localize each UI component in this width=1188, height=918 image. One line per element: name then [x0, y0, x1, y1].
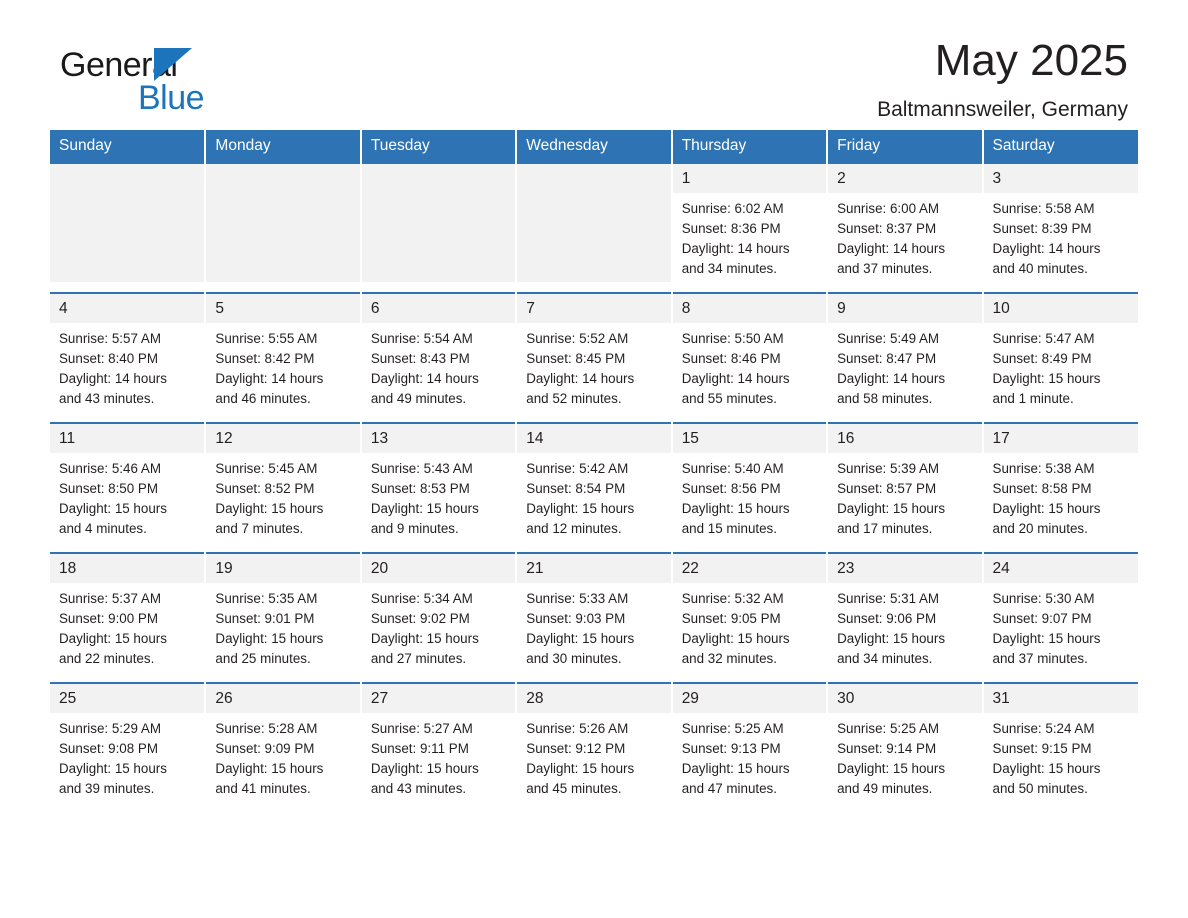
day-details — [984, 453, 1138, 539]
day-number: 26 — [206, 684, 359, 713]
calendar-week-row — [50, 423, 1138, 542]
day-details — [50, 323, 204, 409]
sunrise-text: Sunrise: 5:54 AM — [370, 331, 473, 346]
sunrise-text: Sunrise: 5:28 AM — [215, 721, 318, 736]
calendar-empty-cell — [50, 163, 205, 282]
sunset-text: Sunset: 8:42 PM — [215, 351, 315, 366]
sunset-text: Sunset: 9:13 PM — [681, 741, 781, 756]
sunset-text: Sunset: 9:14 PM — [837, 741, 937, 756]
calendar-day-cell[interactable] — [827, 553, 982, 672]
daylight-text-line2: and 43 minutes. — [59, 391, 155, 406]
daylight-text-line2: and 32 minutes. — [681, 651, 777, 666]
sunset-text: Sunset: 8:58 PM — [992, 481, 1092, 496]
day-number: 29 — [673, 684, 826, 713]
week-spacer-cell — [50, 672, 1138, 683]
calendar-week-row — [50, 293, 1138, 412]
day-number: 5 — [206, 294, 359, 323]
sunrise-text: Sunrise: 5:25 AM — [681, 721, 784, 736]
daylight-text-line2: and 50 minutes. — [992, 781, 1088, 796]
day-number: 30 — [828, 684, 981, 713]
day-number: 28 — [517, 684, 670, 713]
daylight-text-line2: and 52 minutes. — [526, 391, 622, 406]
calendar-day-cell[interactable] — [205, 293, 360, 412]
day-number: 2 — [828, 164, 981, 193]
day-details — [828, 193, 981, 279]
calendar-day-cell[interactable] — [516, 423, 671, 542]
daylight-text-line1: Daylight: 15 hours — [681, 761, 790, 776]
calendar-week-row — [50, 683, 1138, 802]
location-subtitle: Baltmannsweiler, Germany — [877, 98, 1128, 122]
daylight-text-line2: and 17 minutes. — [837, 521, 933, 536]
daylight-text-line1: Daylight: 15 hours — [215, 761, 324, 776]
sunset-text: Sunset: 8:39 PM — [992, 221, 1092, 236]
sunrise-text: Sunrise: 5:42 AM — [526, 461, 629, 476]
sunset-text: Sunset: 9:01 PM — [215, 611, 315, 626]
week-spacer — [50, 542, 1138, 553]
daylight-text-line1: Daylight: 15 hours — [370, 501, 479, 516]
day-number: 6 — [362, 294, 515, 323]
calendar-day-cell[interactable] — [827, 683, 982, 802]
weekday-header-wednesday: Wednesday — [516, 130, 671, 163]
daylight-text-line2: and 7 minutes. — [215, 521, 304, 536]
daylight-text-line1: Daylight: 15 hours — [992, 761, 1101, 776]
day-details — [517, 323, 670, 409]
day-details — [362, 323, 515, 409]
day-details — [673, 713, 826, 799]
day-number: 10 — [984, 294, 1138, 323]
sunset-text: Sunset: 9:08 PM — [59, 741, 158, 756]
calendar-day-cell[interactable] — [672, 683, 827, 802]
sunset-text: Sunset: 8:57 PM — [837, 481, 937, 496]
sunrise-text: Sunrise: 5:52 AM — [526, 331, 629, 346]
title-block — [877, 38, 1128, 122]
calendar-day-cell[interactable] — [672, 553, 827, 672]
daylight-text-line2: and 46 minutes. — [215, 391, 311, 406]
day-details — [206, 713, 359, 799]
day-details — [673, 193, 826, 279]
daylight-text-line1: Daylight: 14 hours — [370, 371, 479, 386]
day-number: 19 — [206, 554, 359, 583]
day-details — [50, 583, 204, 669]
week-spacer — [50, 672, 1138, 683]
day-details — [828, 583, 981, 669]
weekday-header-saturday: Saturday — [983, 130, 1138, 163]
calendar-day-cell[interactable] — [983, 683, 1138, 802]
daylight-text-line1: Daylight: 15 hours — [526, 631, 635, 646]
sunrise-text: Sunrise: 5:49 AM — [837, 331, 940, 346]
sunrise-text: Sunrise: 5:45 AM — [215, 461, 318, 476]
day-details — [362, 453, 515, 539]
day-details — [673, 323, 826, 409]
calendar-day-cell[interactable] — [827, 163, 982, 282]
sunset-text: Sunset: 9:15 PM — [992, 741, 1092, 756]
page-header — [50, 0, 1138, 122]
day-details — [673, 583, 826, 669]
daylight-text-line2: and 4 minutes. — [59, 521, 147, 536]
calendar-day-cell[interactable] — [205, 553, 360, 672]
sunset-text: Sunset: 9:11 PM — [370, 741, 469, 756]
daylight-text-line1: Daylight: 15 hours — [370, 631, 479, 646]
day-number: 15 — [673, 424, 826, 453]
day-number: 20 — [362, 554, 515, 583]
sunset-text: Sunset: 8:45 PM — [526, 351, 626, 366]
sunrise-text: Sunrise: 5:24 AM — [992, 721, 1095, 736]
day-number: 25 — [50, 684, 204, 713]
daylight-text-line2: and 39 minutes. — [59, 781, 155, 796]
daylight-text-line2: and 12 minutes. — [526, 521, 622, 536]
daylight-text-line1: Daylight: 15 hours — [837, 631, 946, 646]
daylight-text-line2: and 30 minutes. — [526, 651, 622, 666]
week-spacer — [50, 412, 1138, 423]
day-number: 22 — [673, 554, 826, 583]
calendar-day-cell[interactable] — [50, 553, 205, 672]
sunrise-text: Sunrise: 5:58 AM — [992, 201, 1095, 216]
calendar-empty-cell — [361, 163, 516, 282]
daylight-text-line1: Daylight: 14 hours — [681, 241, 790, 256]
day-details — [50, 453, 204, 539]
sunrise-text: Sunrise: 5:32 AM — [681, 591, 784, 606]
daylight-text-line2: and 22 minutes. — [59, 651, 155, 666]
sunset-text: Sunset: 9:12 PM — [526, 741, 626, 756]
day-details — [517, 713, 670, 799]
day-number: 8 — [673, 294, 826, 323]
calendar-day-cell[interactable] — [983, 423, 1138, 542]
daylight-text-line2: and 9 minutes. — [370, 521, 459, 536]
weekday-header-monday: Monday — [205, 130, 360, 163]
calendar-day-cell[interactable] — [205, 423, 360, 542]
sunset-text: Sunset: 8:54 PM — [526, 481, 626, 496]
day-details — [206, 583, 359, 669]
sunset-text: Sunset: 8:37 PM — [837, 221, 937, 236]
day-number: 7 — [517, 294, 670, 323]
sunset-text: Sunset: 9:09 PM — [215, 741, 315, 756]
calendar-day-cell[interactable] — [983, 163, 1138, 282]
day-details — [50, 713, 204, 799]
calendar-day-cell[interactable] — [983, 553, 1138, 672]
week-spacer-cell — [50, 282, 1138, 293]
calendar-week-row — [50, 553, 1138, 672]
calendar-day-cell[interactable] — [672, 293, 827, 412]
sunrise-text: Sunrise: 5:26 AM — [526, 721, 629, 736]
day-number: 13 — [362, 424, 515, 453]
calendar-day-cell[interactable] — [50, 293, 205, 412]
calendar-day-cell[interactable] — [516, 683, 671, 802]
daylight-text-line2: and 43 minutes. — [370, 781, 467, 796]
calendar-day-cell[interactable] — [361, 683, 516, 802]
daylight-text-line1: Daylight: 14 hours — [681, 371, 790, 386]
sunrise-text: Sunrise: 5:34 AM — [370, 591, 473, 606]
sunset-text: Sunset: 8:52 PM — [215, 481, 315, 496]
sunset-text: Sunset: 8:47 PM — [837, 351, 937, 366]
sunrise-text: Sunrise: 5:39 AM — [837, 461, 940, 476]
day-details — [828, 713, 981, 799]
calendar-day-cell[interactable] — [205, 683, 360, 802]
calendar-day-cell[interactable] — [50, 423, 205, 542]
daylight-text-line1: Daylight: 14 hours — [992, 241, 1101, 256]
page-title: May 2025 — [934, 36, 1128, 85]
day-number: 16 — [828, 424, 981, 453]
sunrise-text: Sunrise: 5:30 AM — [992, 591, 1095, 606]
daylight-text-line2: and 49 minutes. — [370, 391, 467, 406]
day-details — [984, 193, 1138, 279]
calendar-week-row — [50, 163, 1138, 282]
daylight-text-line2: and 20 minutes. — [992, 521, 1088, 536]
daylight-text-line1: Daylight: 15 hours — [215, 501, 324, 516]
sunrise-text: Sunrise: 5:57 AM — [59, 331, 161, 346]
daylight-text-line1: Daylight: 15 hours — [526, 501, 635, 516]
day-details — [984, 713, 1138, 799]
day-number: 4 — [50, 294, 204, 323]
daylight-text-line1: Daylight: 15 hours — [992, 631, 1101, 646]
day-number: 12 — [206, 424, 359, 453]
calendar-day-cell[interactable] — [361, 293, 516, 412]
sunset-text: Sunset: 8:43 PM — [370, 351, 470, 366]
daylight-text-line2: and 37 minutes. — [992, 651, 1088, 666]
daylight-text-line1: Daylight: 15 hours — [59, 631, 167, 646]
day-number: 14 — [517, 424, 670, 453]
daylight-text-line2: and 58 minutes. — [837, 391, 933, 406]
daylight-text-line1: Daylight: 14 hours — [837, 241, 946, 256]
sunrise-text: Sunrise: 6:00 AM — [837, 201, 940, 216]
daylight-text-line1: Daylight: 14 hours — [215, 371, 324, 386]
day-details — [206, 453, 359, 539]
daylight-text-line2: and 55 minutes. — [681, 391, 777, 406]
weekday-header-tuesday: Tuesday — [361, 130, 516, 163]
daylight-text-line2: and 49 minutes. — [837, 781, 933, 796]
day-details — [362, 583, 515, 669]
sunset-text: Sunset: 8:36 PM — [681, 221, 781, 236]
day-number: 18 — [50, 554, 204, 583]
sunset-text: Sunset: 9:06 PM — [837, 611, 937, 626]
sunrise-text: Sunrise: 5:31 AM — [837, 591, 940, 606]
calendar-day-cell[interactable] — [827, 423, 982, 542]
day-details — [517, 583, 670, 669]
daylight-text-line2: and 27 minutes. — [370, 651, 467, 666]
sunrise-text: Sunrise: 5:47 AM — [992, 331, 1095, 346]
sunrise-text: Sunrise: 5:35 AM — [215, 591, 318, 606]
general-blue-logo — [60, 46, 260, 117]
day-number: 17 — [984, 424, 1138, 453]
daylight-text-line1: Daylight: 15 hours — [837, 501, 946, 516]
blue-triangle-icon — [154, 48, 192, 81]
day-number: 3 — [984, 164, 1138, 193]
day-details — [517, 453, 670, 539]
day-number: 9 — [828, 294, 981, 323]
daylight-text-line1: Daylight: 15 hours — [215, 631, 324, 646]
calendar-day-cell[interactable] — [516, 293, 671, 412]
calendar-empty-cell — [205, 163, 360, 282]
sunset-text: Sunset: 9:03 PM — [526, 611, 626, 626]
daylight-text-line2: and 41 minutes. — [215, 781, 311, 796]
sunrise-text: Sunrise: 5:38 AM — [992, 461, 1095, 476]
day-number: 31 — [984, 684, 1138, 713]
sunset-text: Sunset: 9:00 PM — [59, 611, 158, 626]
calendar-day-cell[interactable] — [672, 163, 827, 282]
calendar-day-cell[interactable] — [361, 423, 516, 542]
calendar-body — [50, 163, 1138, 802]
daylight-text-line1: Daylight: 15 hours — [526, 761, 635, 776]
day-number: 27 — [362, 684, 515, 713]
sunset-text: Sunset: 9:02 PM — [370, 611, 470, 626]
calendar-day-cell[interactable] — [672, 423, 827, 542]
sunset-text: Sunset: 8:49 PM — [992, 351, 1092, 366]
sunset-text: Sunset: 8:40 PM — [59, 351, 158, 366]
daylight-text-line2: and 40 minutes. — [992, 261, 1088, 276]
sunrise-text: Sunrise: 5:40 AM — [681, 461, 784, 476]
day-number: 11 — [50, 424, 204, 453]
logo-text-general: General — [60, 46, 178, 84]
logo-text-blue: Blue — [138, 79, 205, 117]
sunrise-text: Sunrise: 5:27 AM — [370, 721, 473, 736]
day-number: 24 — [984, 554, 1138, 583]
sunrise-text: Sunrise: 5:37 AM — [59, 591, 161, 606]
weekday-header-friday: Friday — [827, 130, 982, 163]
sunset-text: Sunset: 8:56 PM — [681, 481, 781, 496]
sunset-text: Sunset: 8:46 PM — [681, 351, 781, 366]
daylight-text-line1: Daylight: 14 hours — [837, 371, 946, 386]
daylight-text-line1: Daylight: 15 hours — [992, 371, 1101, 386]
daylight-text-line1: Daylight: 15 hours — [837, 761, 946, 776]
daylight-text-line1: Daylight: 15 hours — [59, 761, 167, 776]
day-details — [984, 323, 1138, 409]
daylight-text-line2: and 25 minutes. — [215, 651, 311, 666]
week-spacer-cell — [50, 412, 1138, 423]
calendar-day-cell[interactable] — [50, 683, 205, 802]
daylight-text-line2: and 34 minutes. — [837, 651, 933, 666]
sunrise-text: Sunrise: 6:02 AM — [681, 201, 784, 216]
weekday-header-thursday: Thursday — [672, 130, 827, 163]
sunrise-text: Sunrise: 5:43 AM — [370, 461, 473, 476]
day-details — [828, 453, 981, 539]
daylight-text-line1: Daylight: 15 hours — [681, 501, 790, 516]
day-number: 21 — [517, 554, 670, 583]
sunrise-text: Sunrise: 5:29 AM — [59, 721, 161, 736]
daylight-text-line1: Daylight: 14 hours — [526, 371, 635, 386]
week-spacer-cell — [50, 542, 1138, 553]
calendar-day-cell[interactable] — [983, 293, 1138, 412]
week-spacer — [50, 282, 1138, 293]
day-number: 1 — [673, 164, 826, 193]
daylight-text-line2: and 45 minutes. — [526, 781, 622, 796]
day-details — [206, 323, 359, 409]
sunrise-text: Sunrise: 5:33 AM — [526, 591, 629, 606]
weekday-header-row — [50, 130, 1138, 163]
calendar-table — [50, 130, 1138, 802]
daylight-text-line2: and 47 minutes. — [681, 781, 777, 796]
sunrise-text: Sunrise: 5:46 AM — [59, 461, 161, 476]
day-details — [828, 323, 981, 409]
daylight-text-line2: and 15 minutes. — [681, 521, 777, 536]
day-details — [673, 453, 826, 539]
day-number: 23 — [828, 554, 981, 583]
daylight-text-line1: Daylight: 15 hours — [370, 761, 479, 776]
calendar-day-cell[interactable] — [827, 293, 982, 412]
sunset-text: Sunset: 8:53 PM — [370, 481, 470, 496]
calendar-day-cell[interactable] — [361, 553, 516, 672]
calendar-day-cell[interactable] — [516, 553, 671, 672]
sunrise-text: Sunrise: 5:25 AM — [837, 721, 940, 736]
sunrise-text: Sunrise: 5:50 AM — [681, 331, 784, 346]
daylight-text-line1: Daylight: 15 hours — [681, 631, 790, 646]
daylight-text-line2: and 34 minutes. — [681, 261, 777, 276]
calendar-empty-cell — [516, 163, 671, 282]
daylight-text-line2: and 1 minute. — [992, 391, 1074, 406]
sunset-text: Sunset: 8:50 PM — [59, 481, 158, 496]
sunset-text: Sunset: 9:07 PM — [992, 611, 1092, 626]
sunrise-text: Sunrise: 5:55 AM — [215, 331, 318, 346]
sunset-text: Sunset: 9:05 PM — [681, 611, 781, 626]
day-details — [362, 713, 515, 799]
weekday-header-sunday: Sunday — [50, 130, 205, 163]
daylight-text-line2: and 37 minutes. — [837, 261, 933, 276]
day-details — [984, 583, 1138, 669]
daylight-text-line1: Daylight: 15 hours — [992, 501, 1101, 516]
daylight-text-line1: Daylight: 15 hours — [59, 501, 167, 516]
daylight-text-line1: Daylight: 14 hours — [59, 371, 167, 386]
